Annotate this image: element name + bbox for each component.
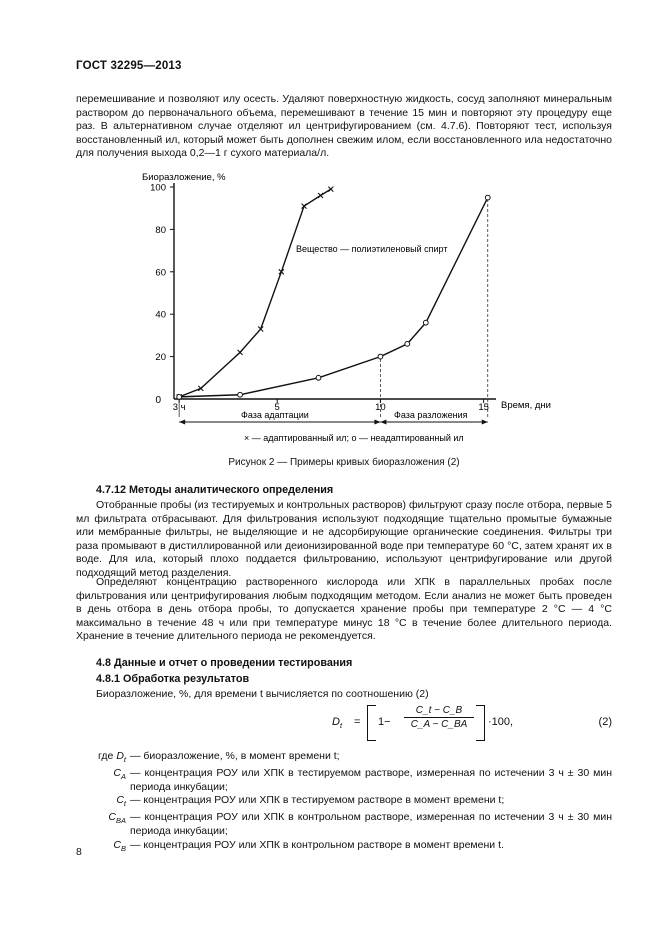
formula-fraction	[404, 705, 474, 730]
series-unadapted	[177, 195, 490, 399]
x-tick-label: 3 ч	[172, 402, 186, 413]
intro-paragraph: перемешивание и позволяют илу осесть. Удаляют поверхностную жидкость, сосуд заполняют минеральным раствором до первоначального объема, перемешивают в течение 15 мин и повторяют эту процедуру еще раз. В альтернативном случае отделяют ил центрифугированием (см. 4.7.6). Повторяют тест, используя восстановленный ил, который может быть дополнен свежим илом, если восстановленного ила недостаточно для получения выхода 0,2—1 г сухого материала/л.	[76, 93, 612, 159]
x-tick-label: 15	[478, 402, 489, 413]
y-tick-label: 80	[155, 224, 166, 236]
formula-equals: =	[354, 716, 361, 728]
data-point-x	[318, 193, 323, 198]
y-tick-label: 20	[155, 352, 166, 364]
y-axis-label: Биоразложение, %	[142, 172, 226, 183]
document-header: ГОСТ 32295—2013	[76, 60, 182, 72]
definition-text: — концентрация РОУ или ХПК в тестируемом растворе в момент времени t;	[130, 794, 505, 807]
y-tick-label: 100	[150, 182, 166, 194]
definition-text: — концентрация РОУ или ХПК в тестируемом растворе, измеренная по истечении 3 ч ± 30 мин периода инкубации;	[130, 766, 612, 793]
phase-adaptation-arrow-head-left	[179, 420, 185, 425]
formula-denominator: C_A − C_BA	[410, 719, 468, 730]
formula-number: (2)	[598, 716, 612, 728]
definition-row	[76, 839, 612, 856]
phase-degradation-arrow-head-left	[380, 420, 386, 425]
definition-row	[76, 794, 612, 811]
phase-degradation-label: Фаза разложения	[394, 410, 468, 420]
data-point-o	[405, 341, 410, 346]
x-axis-label: Время, дни	[501, 400, 551, 411]
section-4-7-12-title: 4.7.12 Методы аналитического определения	[96, 484, 334, 496]
series-line	[179, 198, 488, 397]
formula-one-minus: 1−	[378, 716, 391, 728]
definition-row	[76, 811, 612, 839]
section-4-7-12-paragraph-1: Отобранные пробы (из тестируемых и контрольных растворов) фильтруют сразу после отбора, первые 5 мл фильтрата отбрасывают. Для фильтрования используют подходящие тщательно промытые бумажные или мембранные фильтры, не выделяющие и не адсорбирующие органические соединения. Фильтры три раза промывают в дистиллированной или деионизированной воде при температуре 60 °С, затем хранят их в воде. Для ила, который плохо поддается фильтрованию, используют центрифугирование или другой подходящий метод разделения.	[76, 499, 612, 579]
definition-symbol: $C_t$	[116, 794, 126, 809]
definition-symbol: $C_{BA}$	[108, 811, 126, 826]
data-point-o	[378, 354, 383, 359]
definition-symbol: $C_A$	[113, 766, 126, 781]
data-point-x	[238, 350, 243, 355]
x-tick-label: 10	[375, 402, 386, 413]
definitions-list	[76, 750, 612, 856]
section-4-8-1-title: 4.8.1 Обработка результатов	[96, 673, 250, 685]
data-point-o	[316, 375, 321, 380]
phase-adaptation-arrow-head-right	[374, 420, 380, 425]
definition-text: — концентрация РОУ или ХПК в контрольном растворе в момент времени t.	[130, 838, 504, 851]
left-bracket	[367, 705, 376, 741]
page-number: 8	[76, 846, 82, 858]
biodegradation-chart	[76, 165, 612, 457]
definition-row	[76, 750, 612, 767]
right-bracket	[476, 705, 485, 741]
data-point-x	[328, 187, 333, 192]
phase-degradation-arrow-head-right	[482, 420, 488, 425]
data-point-o	[423, 320, 428, 325]
definition-symbol: $C_B$	[113, 838, 126, 854]
origin-label: 0	[155, 395, 161, 406]
formula-lhs: $D_t$	[332, 716, 343, 731]
data-point-o	[238, 392, 243, 397]
figure-caption: Рисунок 2 — Примеры кривых биоразложения (2)	[228, 457, 460, 468]
formula-2	[76, 703, 612, 745]
section-4-8-title: 4.8 Данные и отчет о проведении тестирования	[96, 657, 353, 669]
data-point-o	[485, 195, 490, 200]
formula-numerator: C_t − C_B	[404, 705, 474, 718]
y-tick-label: 40	[155, 309, 166, 321]
definition-text: — биоразложение, %, в момент времени t;	[130, 750, 340, 762]
definition-row	[76, 767, 612, 795]
definition-text: — концентрация РОУ или ХПК в контрольном растворе, измеренная по истечении 3 ч ± 30 мин периода инкубации;	[130, 811, 612, 838]
y-tick-label: 60	[155, 267, 166, 279]
phase-adaptation-label: Фаза адаптации	[241, 410, 309, 420]
data-point-o	[177, 394, 182, 399]
chart-legend: × — адаптированный ил; о — неадаптированный ил	[244, 433, 464, 443]
definition-symbol: где $D_t$	[97, 750, 126, 765]
series-line	[179, 189, 331, 397]
section-4-7-12-paragraph-2: Определяют концентрацию растворенного кислорода или ХПК в параллельных пробах после фильтрования или центрифугирования любым подходящим методом. Если анализ не может быть проведен в день отбора в день отбора пробы, то допускается хранение пробы при температуре 2 °С — 4 °С максимально в течение 48 ч или при температуре минус 18 °С в течение более длительного периода. Хранение в течение длительного периода не рекомендуется.	[76, 576, 612, 642]
series-adapted	[177, 187, 334, 400]
formula-factor: ·100,	[488, 716, 514, 728]
chart-annotation: Вещество — полиэтиленовый спирт	[296, 244, 448, 254]
formula-intro: Биоразложение, %, для времени t вычисляется по соотношению (2)	[96, 688, 429, 700]
x-tick-label: 5	[274, 402, 280, 413]
